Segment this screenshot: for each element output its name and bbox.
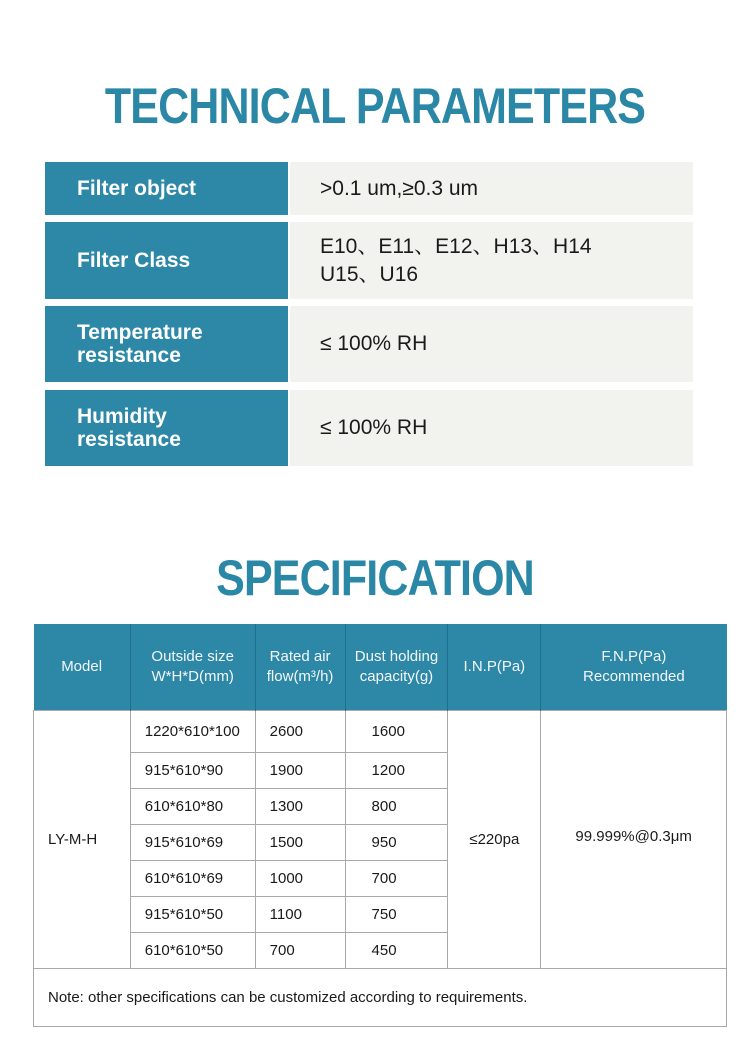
param-value [290, 222, 693, 299]
param-value: ≤ 100% RH [290, 390, 693, 466]
param-value: >0.1 um,≥0.3 um [290, 162, 693, 215]
dust-cell: 1200 [345, 752, 448, 788]
dust-cell: 450 [345, 932, 448, 968]
param-value: ≤ 100% RH [290, 306, 693, 382]
note-row [34, 968, 727, 1026]
airflow-cell: 1000 [255, 860, 345, 896]
param-label-line: resistance [77, 428, 181, 451]
param-value-line: E10、E11、E12、H13、H14 [320, 234, 592, 258]
inp-cell: ≤220pa [448, 710, 541, 968]
size-cell: 915*610*50 [130, 896, 255, 932]
dust-cell: 800 [345, 788, 448, 824]
table-header-row [34, 624, 727, 710]
header-fnp: F.N.P(Pa) Recommended [541, 624, 727, 710]
airflow-cell: 1300 [255, 788, 345, 824]
specification-title: SPECIFICATION [216, 550, 534, 606]
model-cell: LY-M-H [34, 710, 131, 968]
param-label-line: resistance [77, 344, 181, 367]
airflow-cell: 1900 [255, 752, 345, 788]
airflow-cell: 2600 [255, 710, 345, 752]
header-model: Model [34, 624, 131, 710]
dust-cell: 1600 [345, 710, 448, 752]
param-label-line: Temperature [77, 321, 203, 344]
airflow-cell: 1100 [255, 896, 345, 932]
dust-cell: 700 [345, 860, 448, 896]
dust-cell: 950 [345, 824, 448, 860]
note-text: Note: other specifications can be customized according to requirements. [34, 968, 727, 1026]
size-cell: 610*610*80 [130, 788, 255, 824]
fnp-cell: 99.999%@0.3μm [541, 710, 727, 968]
param-label [45, 390, 288, 466]
param-row-filter-class [45, 222, 693, 299]
size-cell: 610*610*50 [130, 932, 255, 968]
param-row-humidity-resistance [45, 390, 693, 466]
dust-cell: 750 [345, 896, 448, 932]
airflow-cell: 1500 [255, 824, 345, 860]
table-row [34, 710, 727, 752]
param-label [45, 306, 288, 382]
airflow-cell: 700 [255, 932, 345, 968]
param-value-line: U15、U16 [320, 262, 419, 286]
size-cell: 610*610*69 [130, 860, 255, 896]
param-label: Filter Class [45, 222, 288, 299]
header-inp: I.N.P(Pa) [448, 624, 541, 710]
technical-parameters-title: TECHNICAL PARAMETERS [104, 78, 646, 134]
header-rated-air-flow: Rated air flow(m³/h) [255, 624, 345, 710]
size-cell: 915*610*90 [130, 752, 255, 788]
param-row-temperature-resistance [45, 306, 693, 382]
param-label-line: Humidity [77, 405, 167, 428]
header-dust-holding: Dust holding capacity(g) [345, 624, 448, 710]
header-outside-size: Outside size W*H*D(mm) [130, 624, 255, 710]
param-row-filter-object [45, 162, 693, 215]
param-label: Filter object [45, 162, 288, 215]
specification-table [33, 624, 727, 1027]
size-cell: 1220*610*100 [130, 710, 255, 752]
size-cell: 915*610*69 [130, 824, 255, 860]
